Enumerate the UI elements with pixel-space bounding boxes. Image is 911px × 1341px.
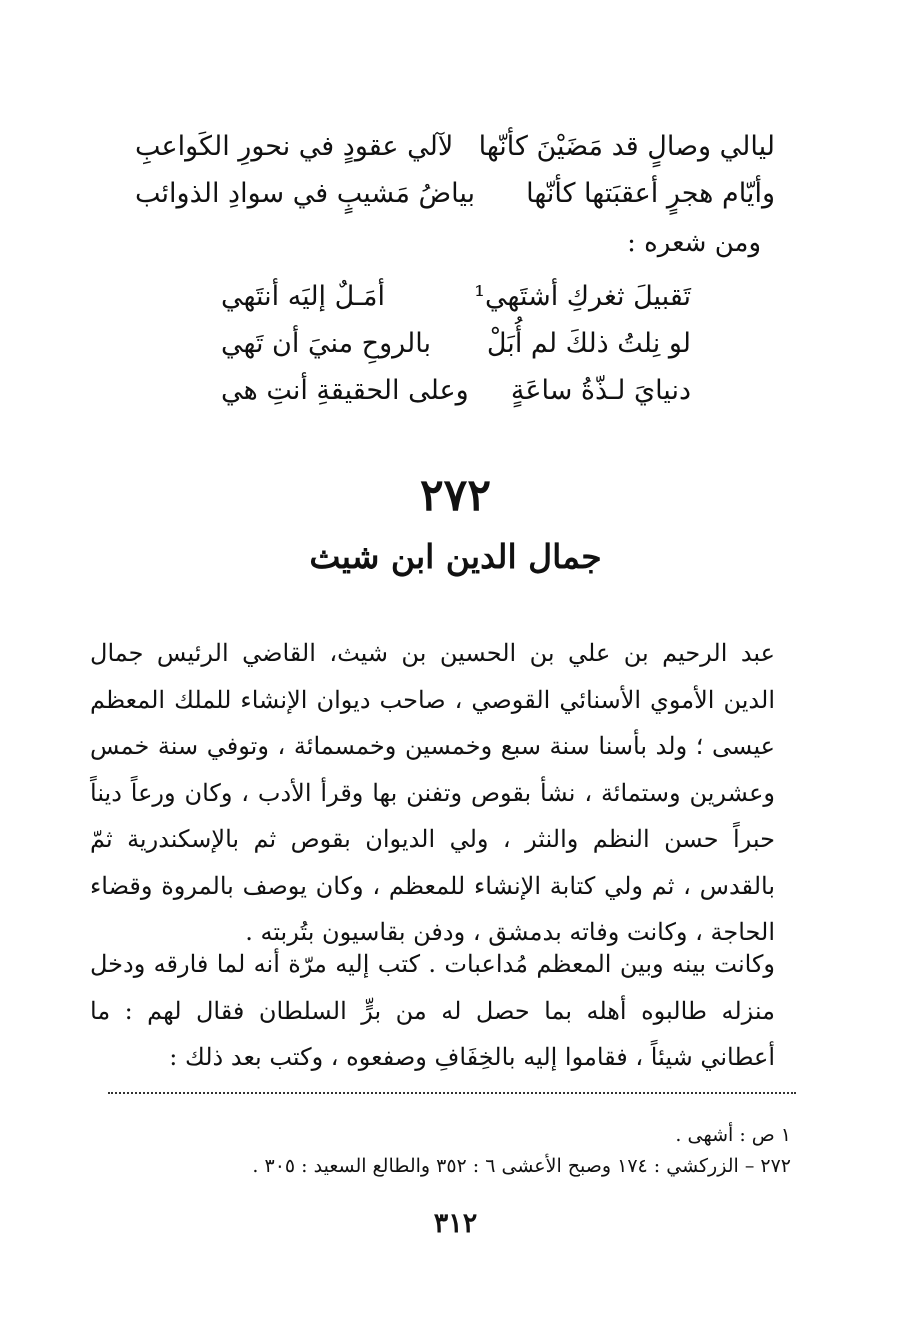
poem-intro: ومن شعره :	[627, 228, 761, 258]
entry-number: ٢٧٢	[420, 470, 491, 521]
verse-hemistich-second: بياضُ مَشيبٍ في سوادِ الذوائب	[135, 178, 476, 209]
entry-title: جمال الدين ابن شيث	[309, 537, 602, 576]
biography-paragraph: عبد الرحيم بن علي بن الحسين بن شيث، القاضي الرئيس جمال الدين الأموي الأسنائي القوصي ، صاحب ديوان الإنشاء للملك المعظم عيسى ؛ ولد بأسنا سنة سبع وخمسين وخمسمائة ، وتوفي سنة خمس وعشرين وستمائة ، نشأ بقوص وتفنن بها وقرأ الأدب ، وكان ورعاً ديناً حبراً حسن النظم والنثر ، ولي الديوان بقوص ثم بالإسكندرية ثمّ بالقدس ، ثم ولي كتابة الإنشاء للمعظم ، وكان يوصف بالمروة وقضاء الحاجة ، وكانت وفاته بدمشق ، ودفن بقاسيون بتُربته .	[90, 639, 775, 946]
footnote-separator	[108, 1092, 796, 1094]
verse-line	[135, 180, 775, 207]
poem-verse-line	[221, 283, 691, 310]
verse-hemistich-first: تَقبيلَ ثغركِ أشتَهي¹	[474, 281, 691, 312]
page-number: ٣١٢	[433, 1208, 478, 1239]
verse-hemistich-second: بالروحِ منيَ أن تَهي	[221, 328, 431, 359]
anecdote-paragraph: وكانت بينه وبين المعظم مُداعبات . كتب إليه مرّة أنه لما فارقه ودخل منزله طالبوه أهله بما حصل له من برٍّ السلطان فقال لهم : ما أعطاني شيئاً ، فقاموا إليه بالخِفَافِ وصفعوه ، وكتب بعد ذلك :	[90, 950, 775, 1071]
verse-hemistich-second: وعلى الحقيقةِ أنتِ هي	[221, 375, 469, 406]
footnote: ٢٧٢ – الزركشي : ١٧٤ وصبح الأعشى ٦ : ٣٥٢ والطالع السعيد : ٣٠٥ .	[252, 1155, 791, 1177]
verse-hemistich-first: لو نِلتُ ذلكَ لم أُبَلْ	[486, 328, 691, 359]
verse-hemistich-first: وأيّام هجرٍ أعقبَتها كأنّها	[526, 178, 775, 209]
verse-hemistich-second: أمَـلٌ إليَه أنتَهي	[221, 281, 385, 312]
poem-verse-line	[221, 330, 691, 357]
footnote: ١ ص : أشهى .	[675, 1124, 791, 1146]
verse-hemistich-second: لآلي عقودٍ في نحورِ الكَواعبِ	[135, 131, 454, 162]
poem-verse-line	[221, 377, 691, 404]
verse-hemistich-first: ليالي وصالٍ قد مَضَيْنَ كأنّها	[478, 131, 775, 162]
verse-hemistich-first: دنيايَ لـذّةُ ساعَةٍ	[510, 375, 691, 406]
verse-line	[135, 133, 775, 160]
